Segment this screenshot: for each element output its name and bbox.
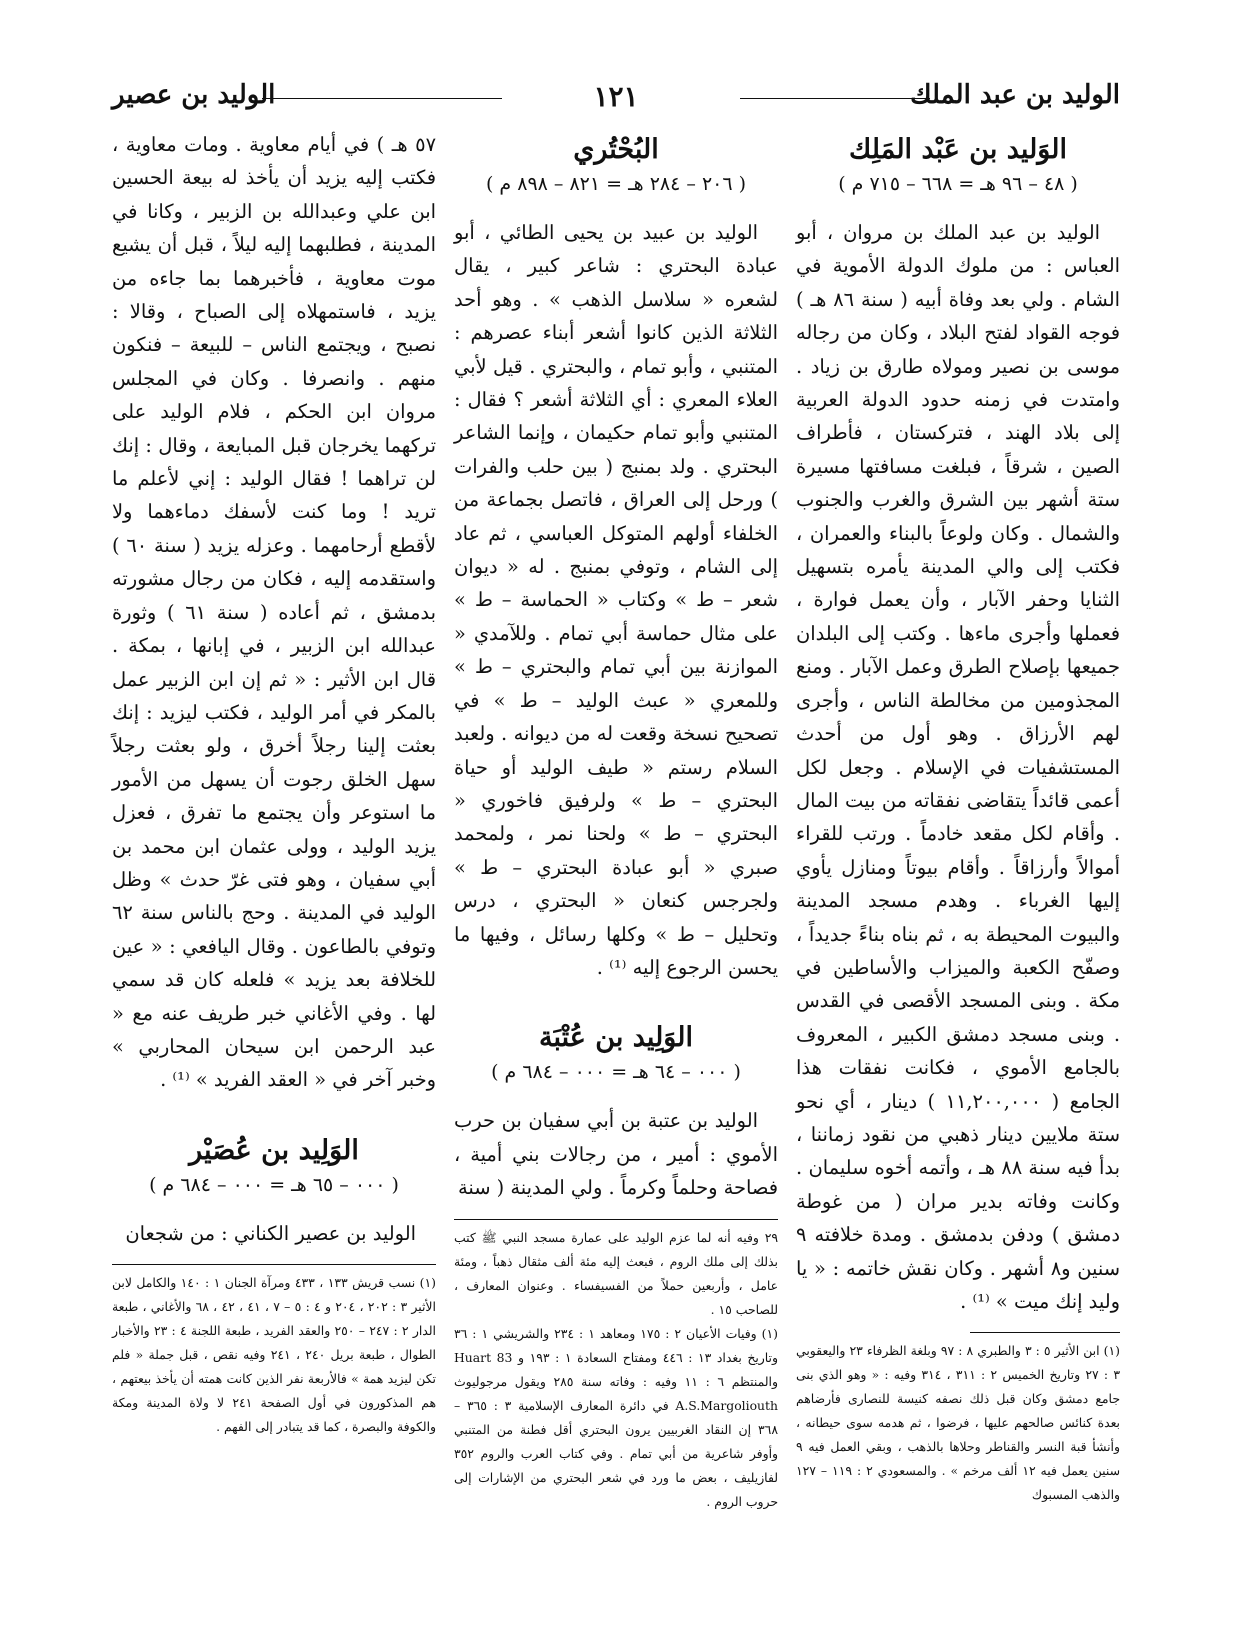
entry-dates-walid-abd-almalik: ( ٤٨ – ٩٦ هـ = ٦٦٨ – ٧١٥ م ) <box>838 173 1078 195</box>
header-rule-right <box>740 98 930 99</box>
entry-title-walid-abd-almalik: الوَليد بن عَبْد المَلِك <box>849 134 1067 165</box>
entry-body-walid-abd-almalik: الوليد بن عبد الملك بن مروان ، أبو العباس : من ملوك الدولة الأموية في الشام . ولي بعد وفاة أبيه ( سنة ٨٦ هـ ) فوجه القواد لفتح البلاد ، وكان من رجاله موسى بن نصير ومولاه طارق بن زياد . وامتدت في زمنه حدود الدولة العربية إلى بلاد الهند ، فتركستان ، فأطراف الصين ، شرقاً ، فبلغت مسافتها مسيرة ستة أشهر بين الشرق والغرب والجنوب والشمال . وكان ولوعاً بالبناء والعمران ، فكتب إلى والي المدينة يأمره بتسهيل الثنايا وحفر الآبار ، وأن يعمل فوارة ، فعملها وأجرى ماءها . وكتب إلى البلدان جميعها بإصلاح الطرق وعمل الآبار . ومنع المجذومين من مخالطة الناس ، وأجرى لهم الأرزاق . وهو أول من أحدث المستشفيات في الإسلام . وجعل لكل أعمى قائداً يتقاضى نفقاته من بيت المال . وأقام لكل مقعد خادماً . ورتب للقراء أموالاً وأرزاقاً . وأقام بيوتاً ومنازل يأوي إليها الغرباء . وهدم مسجد المدينة والبيوت المحيطة به ، ثم بناه بناءً جديداً ، وصفّح الكعبة والميزاب والأساطين في مكة . وبنى المسجد الأقصى في القدس . وبنى مسجد دمشق الكبير ، المعروف بالجامع الأموي ، فكانت نفقات هذا الجامع ( ١١,٢٠٠,٠٠٠ ) دينار ، أي نحو ستة ملايين دينار ذهبي من نقود زماننا ، بدأ فيه سنة ٨٨ هـ ، وأتمه أخوه سليمان . وكانت وفاته بدير مران ( من غوطة دمشق ) ودفن بدمشق . ومدة خلافته ٩ سنين و٨ أشهر . وكان نقش خاتمه : « يا وليد إنك ميت » ⁽¹⁾ . <box>796 221 1121 1313</box>
column-left <box>112 128 436 1439</box>
entry-dates-walid-usair: ( ٠٠٠ – ٦٥ هـ = ٠٠٠ – ٦٨٤ م ) <box>149 1173 399 1196</box>
entry-title-walid-utba: الوَلِيد بن عُتْبَة <box>539 1022 693 1054</box>
footnote-rule <box>112 1264 436 1265</box>
header-left-title: الوليد بن عصير <box>112 80 276 110</box>
section-spacer <box>112 1097 436 1129</box>
column-middle <box>454 128 778 1514</box>
entry-body-buhturi: الوليد بن عبيد بن يحيى الطائي ، أبو عبادة البحتري : شاعر كبير ، يقال لشعره « سلاسل الذهب » . وهو أحد الثلاثة الذين كانوا أشعر أبناء عصرهم : المتنبي ، وأبو تمام ، والبحتري . قيل لأبي العلاء المعري : أي الثلاثة أشعر ؟ فقال : المتنبي وأبو تمام حكيمان ، وإنما الشاعر البحتري . ولد بمنبج ( بين حلب والفرات ) ورحل إلى العراق ، فاتصل بجماعة من الخلفاء أولهم المتوكل العباسي ، ثم عاد إلى الشام ، وتوفي بمنبج . له « ديوان شعر – ط » وكتاب « الحماسة – ط » على مثال حماسة أبي تمام . وللآمدي « الموازنة بين أبي تمام والبحتري – ط » وللمعري « عبث الوليد – ط » في تصحيح نسخة وقعت له من ديوانه . ولعبد السلام رستم « طيف الوليد أو حياة البحتري – ط » ولرفيق فاخوري « البحتري – ط » ولحنا نمر ، ولمحمد صبري « أبو عبادة البحتري – ط » ولجرجس كنعان « البحتري ، درس وتحليل – ط » وكلها رسائل ، وفيها ما يحسن الرجوع إليه ⁽¹⁾ . <box>454 221 778 979</box>
entry-dates-walid-utba: ( ٠٠٠ – ٦٤ هـ = ٠٠٠ – ٦٨٤ م ) <box>491 1061 741 1084</box>
footnote-continued: ٢٩ وفيه أنه لما عزم الوليد على عمارة مسجد النبي ﷺ كتب بذلك إلى ملك الروم ، فبعث إليه مئة ألف مثقال ذهباً ، ومئة عامل ، وأربعين حملاً من الفسيفساء . وعنوان المعارف ، للصاحب ١٥ . <box>454 1229 778 1317</box>
footnote-rule <box>970 1332 1120 1333</box>
entry-body-walid-usair: الوليد بن عصير الكناني : من شجعان <box>125 1221 416 1245</box>
section-spacer <box>454 984 778 1016</box>
footnote-walid-abd-almalik: (١) ابن الأثير ٥ : ٣ والطبري ٨ : ٩٧ وبلغة الظرفاء ٢٣ واليعقوبي ٣ : ٢٧ وتاريخ الخميس ٢ : ٣١١ ، ٣١٤ وفيه : « وهو الذي بنى جامع دمشق وكان قبل ذلك نصفه كنيسة للنصارى فأرضاهم بعدة كنائس صالحهم عليها ، فرضوا ، ثم هدمه سوى حيطانه ، وأنشأ قبة النسر والقناطر وحلاها بالذهب ، وبقي العمل فيه ٩ سنين يعمل فيه ١٢ ألف مرخم » . والمسعودي ٢ : ١١٩ – ١٢٧ والذهب المسبوك <box>796 1343 1121 1503</box>
entry-title-buhturi: البُحْتُري <box>573 134 659 165</box>
entry-dates-buhturi: ( ٢٠٦ – ٢٨٤ هـ = ٨٢١ – ٨٩٨ م ) <box>485 173 747 195</box>
footnote-buhturi: (١) وفيات الأعيان ٢ : ١٧٥ ومعاهد ١ : ٢٣٤ والشريشي ١ : ٣٦ وتاريخ بغداد ١٣ : ٤٤٦ ومفتاح السعادة ١ : ١٩٣ و Huart 83 والمنتظم ٦ : ١١ وفيه : وفاته سنة ٢٨٥ ويقول مرجوليوث A.S.Margoliouth في دائرة المعارف الإسلامية ٣ : ٣٦٥ – ٣٦٨ إن النقاد الغربيين يرون البحتري أقل فطنة من المتنبي وأوفر شاعرية من أبي تمام . وفي كتاب العرب والروم ٣٥٢ لفازيليف ، بعض ما ورد في شعر البحتري من الإشارات إلى حروب الروم . <box>454 1325 778 1509</box>
entry-body-walid-utba: الوليد بن عتبة بن أبي سفيان بن حرب الأموي : أمير ، من رجالات بني أمية ، فصاحة وحلماً وكرماً . ولي المدينة ( سنة <box>454 1109 778 1200</box>
page-number: ١٢١ <box>593 80 639 113</box>
header-right-title: الوليد بن عبد الملك <box>910 80 1120 110</box>
footnote-walid-utba: (١) نسب قريش ١٣٣ ، ٤٣٣ ومرآة الجنان ١ : ١٤٠ والكامل لابن الأثير ٣ : ٢٠٢ ، ٢٠٤ و ٤ : ٥ – ٧ ، ٤١ ، ٤٢ ، ٦٨ والأغاني ، طبعة الدار ٢ : ٢٤٧ – ٢٥٠ والعقد الفريد ، طبعة اللجنة ٤ : ٢٣ والأخبار الطوال ، طبعة بريل ٢٤٠ ، ٢٤١ وفيه نقص ، قبل جملة « فلم تكن ليزيد همة » فالأربعة نفر الذين كانت همته أن يأخذ بيعتهم ، هم المذكورون في أول الصفحة ٢٤١ لا ولاة المدينة ومكة والكوفة والبصرة ، كما قد يتبادر إلى الفهم . <box>112 1275 436 1435</box>
entry-body-walid-utba-continued: ٥٧ هـ ) في أيام معاوية . ومات معاوية ، فكتب إليه يزيد أن يأخذ له بيعة الحسين ابن علي وعبدالله بن الزبير ، وكانا في المدينة ، فطلبهما إليه ليلاً ، قبل أن يشيع موت معاوية ، فأخبرهما بما جاءه من يزيد ، فاستمهلاه إلى الصباح ، وقالا : نصبح ، ويجتمع الناس – للبيعة – فنكون منهم . وانصرفا . وكان في المجلس مروان ابن الحكم ، فلام الوليد على تركهما يخرجان قبل المبايعة ، وقال : إنك لن تراهما ! فقال الوليد : إني لأعلم ما تريد ! وما كنت لأسفك دماءهما ولا لأقطع أرحامهما . وعزله يزيد ( سنة ٦٠ ) واستقدمه إليه ، فكان من رجال مشورته بدمشق ، ثم أعاده ( سنة ٦١ ) وثورة عبدالله ابن الزبير ، في إبانها ، بمكة . قال ابن الأثير : « ثم إن ابن الزبير عمل بالمكر في أمر الوليد ، فكتب ليزيد : إنك بعثت إلينا رجلاً أخرق ، ولو بعثت رجلاً سهل الخلق رجوت أن يسهل من الأمور ما استوعر وأن يجتمع ما تفرق ، فعزل يزيد الوليد ، وولى عثمان ابن محمد بن أبي سفيان ، وهو فتى غرّ حدث » وظل الوليد في المدينة . وحج بالناس سنة ٦٢ وتوفي بالطاعون . وقال اليافعي : « عين للخلافة بعد يزيد » فلعله كان قد سمي لها . وفي الأغاني خبر طريف عنه مع « عبد الرحمن ابن سيحان المحاربي » وخبر آخر في « العقد الفريد » ⁽¹⁾ . <box>112 133 437 1092</box>
entry-title-walid-usair: الوَلِيد بن عُصَيْر <box>189 1134 359 1166</box>
running-header <box>112 80 1120 120</box>
header-rule-left <box>262 98 502 99</box>
footnote-rule <box>454 1219 778 1220</box>
column-right <box>796 128 1120 1507</box>
